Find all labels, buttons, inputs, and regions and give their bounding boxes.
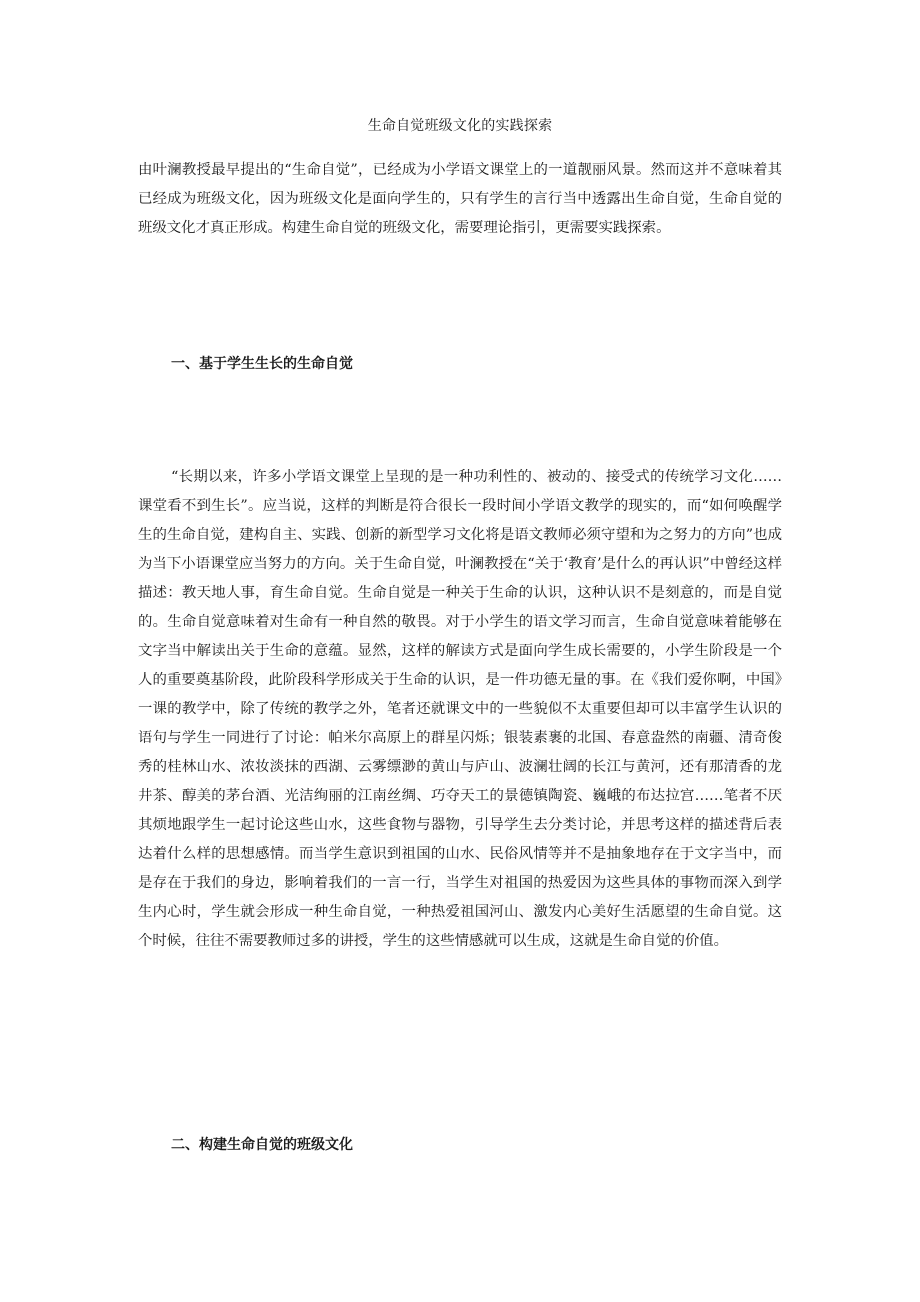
- intro-paragraph: 由叶澜教授最早提出的“生命自觉”，已经成为小学语文课堂上的一道靓丽风景。然而这并不意味着其已经成为班级文化，因为班级文化是面向学生的，只有学生的言行当中透露出生命自觉，生命自觉的班级文化才真正形成。构建生命自觉的班级文化，需要理论指引，更需要实践探索。: [138, 162, 782, 236]
- document-title: 生命自觉班级文化的实践探索: [367, 118, 553, 134]
- section-heading-2: 二、构建生命自觉的班级文化: [171, 1137, 353, 1153]
- section-1-paragraph: “长期以来，许多小学语文课堂上呈现的是一种功利性的、被动的、接受式的传统学习文化……课堂看不到生长”。应当说，这样的判断是符合很长一段时间小学语文教学的现实的，而“如何唤醒学生的生命自觉，建构自主、实践、创新的新型学习文化将是语文教师必须守望和为之努力的方向”也成为当下小语课堂应当努力的方向。关于生命自觉，叶澜教授在“关于‘教育’是什么的再认识”中曾经这样描述：教天地人事，育生命自觉。生命自觉是一种关于生命的认识，这种认识不是刻意的，而是自觉的。生命自觉意味着对生命有一种自然的敬畏。对于小学生的语文学习而言，生命自觉意味着能够在文字当中解读出关于生命的意蕴。显然，这样的解读方式是面向学生成长需要的，小学生阶段是一个人的重要奠基阶段，此阶段科学形成关于生命的认识，是一件功德无量的事。在《我们爱你啊，中国》一课的教学中，除了传统的教学之外，笔者还就课文中的一些貌似不太重要但却可以丰富学生认识的语句与学生一同进行了讨论：帕米尔高原上的群星闪烁；银装素裹的北国、春意盎然的南疆、清奇俊秀的桂林山水、浓妆淡抹的西湖、云雾缥渺的黄山与庐山、波澜壮阔的长江与黄河，还有那清香的龙井茶、醇美的茅台酒、光洁绚丽的江南丝绸、巧夺天工的景德镇陶瓷、巍峨的布达拉宫……笔者不厌其烦地跟学生一起讨论这些山水，这些食物与器物，引导学生去分类讨论，并思考这样的描述背后表达着什么样的思想感情。而当学生意识到祖国的山水、民俗风情等并不是抽象地存在于文字当中，而是存在于我们的身边，影响着我们的一言一行，当学生对祖国的热爱因为这些具体的事物而深入到学生内心时，学生就会形成一种生命自觉，一种热爱祖国河山、激发内心美好生活愿望的生命自觉。这个时候，往往不需要教师过多的讲授，学生的这些情感就可以生成，这就是生命自觉的价值。: [138, 469, 782, 949]
- section-heading-1: 一、基于学生生长的生命自觉: [171, 356, 353, 372]
